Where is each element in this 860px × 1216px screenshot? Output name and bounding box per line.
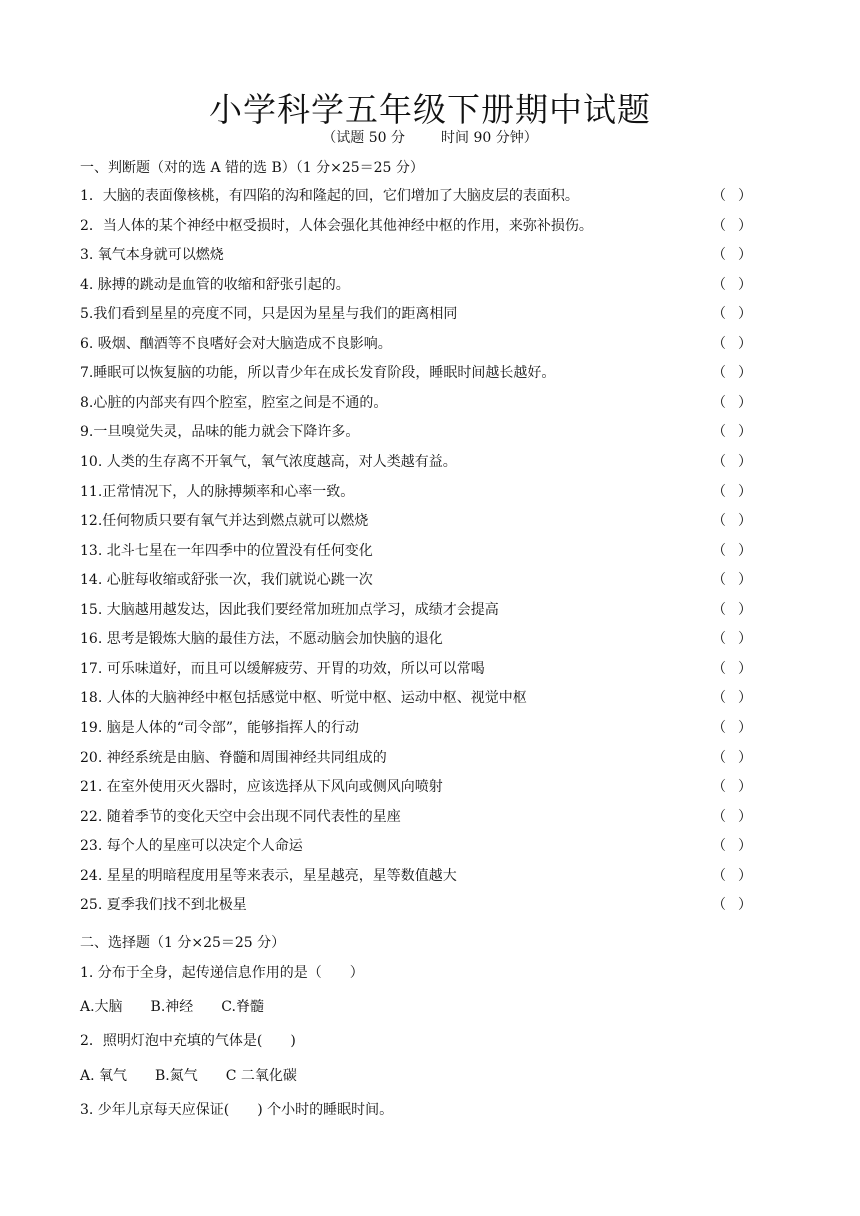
choice-question-2-options: A. 氧气 B.氮气 C 二氧化碳: [80, 1068, 297, 1084]
choice-question-3: 3. 少年儿京每天应保证( ) 个小时的睡眠时间。: [80, 1102, 394, 1118]
question-text: 4. 脉搏的跳动是血管的收缩和舒张引起的。: [80, 276, 350, 293]
answer-paren-left: （: [712, 838, 726, 855]
answer-paren-left: （: [712, 424, 726, 441]
choice-question-1-options: A.大脑 B.神经 C.脊髓: [80, 999, 264, 1015]
answer-paren-right: ）: [738, 335, 752, 352]
question-text: 18. 人体的大脑神经中枢包括感觉中枢、听觉中枢、运动中枢、视觉中枢: [80, 690, 527, 707]
section-2-heading: 二、选择题（1 分×25＝25 分）: [80, 935, 286, 951]
answer-blank[interactable]: [712, 895, 752, 915]
answer-paren-right: ）: [738, 779, 752, 795]
answer-blank[interactable]: [712, 275, 752, 295]
answer-blank[interactable]: [712, 688, 752, 708]
question-text: 3. 氧气本身就可以燃烧: [80, 247, 224, 264]
question-row: [80, 777, 752, 797]
answer-paren-left: （: [712, 631, 726, 648]
answer-blank[interactable]: [712, 186, 752, 206]
question-row: [80, 541, 752, 561]
answer-paren-left: （: [712, 601, 726, 618]
answer-paren-right: ）: [738, 572, 752, 589]
answer-paren-left: （: [712, 867, 726, 884]
answer-paren-right: ）: [738, 513, 752, 530]
question-row: [80, 452, 752, 472]
question-text: 10. 人类的生存离不开氧气，氧气浓度越高，对人类越有益。: [80, 453, 457, 470]
question-row: [80, 216, 752, 236]
answer-paren-left: （: [712, 542, 726, 559]
question-row: [80, 482, 752, 502]
question-row: [80, 836, 752, 856]
answer-blank[interactable]: [712, 216, 752, 236]
answer-blank[interactable]: [712, 422, 752, 442]
answer-blank[interactable]: [712, 541, 752, 561]
answer-paren-left: （: [712, 217, 726, 234]
question-row: [80, 866, 752, 886]
answer-paren-left: （: [712, 779, 726, 795]
answer-paren-left: （: [712, 247, 726, 264]
question-text: 1．大脑的表面像核桃，有四陷的沟和隆起的回，它们增加了大脑皮层的表面积。: [80, 188, 579, 204]
answer-paren-left: （: [712, 808, 726, 825]
question-row: [80, 570, 752, 590]
question-row: [80, 688, 752, 708]
exam-subtitle: [0, 127, 860, 147]
question-text: 22. 随着季节的变化天空中会出现不同代表性的星座: [80, 808, 401, 825]
answer-paren-right: ）: [738, 217, 752, 234]
answer-paren-right: ）: [738, 631, 752, 648]
question-row: [80, 245, 752, 265]
answer-blank[interactable]: [712, 777, 752, 797]
question-row: [80, 748, 752, 768]
answer-blank[interactable]: [712, 304, 752, 324]
answer-paren-right: ）: [738, 838, 752, 855]
question-row: [80, 659, 752, 679]
question-text: 11.正常情况下，人的脉搏频率和心率一致。: [80, 483, 355, 500]
answer-paren-right: ）: [738, 188, 752, 204]
answer-paren-left: （: [712, 690, 726, 707]
question-text: 15. 大脑越用越发达，因此我们要经常加班加点学习，成绩才会提高: [80, 601, 499, 618]
question-text: 12.任何物质只要有氧气并达到燃点就可以燃烧: [80, 513, 369, 530]
question-text: 17. 可乐味道好，而且可以缓解疲劳、开胃的功效，所以可以常喝: [80, 660, 485, 677]
answer-blank[interactable]: [712, 482, 752, 502]
question-row: [80, 363, 752, 383]
answer-blank[interactable]: [712, 866, 752, 886]
question-row: [80, 275, 752, 295]
section-1-heading: 一、判断题（对的选 A 错的选 B）（1 分×25＝25 分）: [80, 160, 424, 176]
question-text: 14. 心脏每收缩或舒张一次，我们就说心跳一次: [80, 572, 373, 589]
answer-blank[interactable]: [712, 748, 752, 768]
answer-blank[interactable]: [712, 511, 752, 531]
answer-paren-left: （: [712, 335, 726, 352]
answer-paren-right: ）: [738, 276, 752, 293]
answer-paren-left: （: [712, 572, 726, 589]
exam-title: 小学科学五年级下册期中试题: [209, 90, 651, 129]
answer-paren-left: （: [712, 483, 726, 500]
time-info: 时间 90 分钟）: [441, 130, 538, 146]
answer-paren-right: ）: [738, 867, 752, 884]
question-text: 21. 在室外使用灭火器时，应该选择从下风向或侧风向喷射: [80, 779, 443, 795]
choice-question-1: 1. 分布于全身，起传递信息作用的是（ ）: [80, 965, 364, 981]
question-row: [80, 186, 752, 206]
answer-paren-left: （: [712, 365, 726, 382]
question-row: [80, 393, 752, 413]
answer-paren-right: ）: [738, 306, 752, 323]
answer-paren-right: ）: [738, 453, 752, 470]
question-text: 23. 每个人的星座可以决定个人命运: [80, 838, 303, 855]
answer-paren-right: ）: [738, 897, 752, 914]
choice-question-2: 2．照明灯泡中充填的气体是( ): [80, 1033, 296, 1049]
question-text: 20. 神经系统是由脑、脊髓和周围神经共同组成的: [80, 749, 387, 766]
answer-paren-left: （: [712, 749, 726, 766]
answer-blank[interactable]: [712, 600, 752, 620]
answer-blank[interactable]: [712, 393, 752, 413]
answer-blank[interactable]: [712, 363, 752, 383]
question-text: 13. 北斗七星在一年四季中的位置没有任何变化: [80, 542, 373, 559]
answer-paren-left: （: [712, 660, 726, 677]
question-text: 19. 脑是人体的“司令部”，能够指挥人的行动: [80, 719, 360, 736]
answer-paren-left: （: [712, 513, 726, 530]
answer-paren-left: （: [712, 719, 726, 736]
answer-blank[interactable]: [712, 245, 752, 265]
score-info: （试题 50 分: [322, 130, 405, 146]
answer-paren-right: ）: [738, 690, 752, 707]
answer-paren-right: ）: [738, 660, 752, 677]
answer-paren-right: ）: [738, 247, 752, 264]
answer-paren-left: （: [712, 306, 726, 323]
question-text: 16. 思考是锻炼大脑的最佳方法，不愿动脑会加快脑的退化: [80, 631, 443, 648]
answer-paren-right: ）: [738, 808, 752, 825]
answer-blank[interactable]: [712, 807, 752, 827]
question-text: 7.睡眠可以恢复脑的功能，所以青少年在成长发育阶段，睡眠时间越长越好。: [80, 365, 556, 382]
answer-paren-left: （: [712, 188, 726, 204]
question-row: [80, 334, 752, 354]
answer-blank[interactable]: [712, 570, 752, 590]
answer-paren-right: ）: [738, 394, 752, 411]
question-text: 2．当人体的某个神经中枢受损时，人体会强化其他神经中枢的作用，来弥补损伤。: [80, 217, 593, 234]
question-text: 5.我们看到星星的亮度不同，只是因为星星与我们的距离相同: [80, 306, 458, 323]
answer-paren-right: ）: [738, 719, 752, 736]
question-row: [80, 718, 752, 738]
question-row: [80, 600, 752, 620]
answer-blank[interactable]: [712, 629, 752, 649]
answer-blank[interactable]: [712, 718, 752, 738]
answer-paren-right: ）: [738, 542, 752, 559]
answer-blank[interactable]: [712, 452, 752, 472]
question-text: 25. 夏季我们找不到北极星: [80, 897, 247, 914]
question-row: [80, 895, 752, 915]
question-row: [80, 511, 752, 531]
answer-blank[interactable]: [712, 334, 752, 354]
answer-paren-right: ）: [738, 365, 752, 382]
question-text: 24. 星星的明暗程度用星等来表示，星星越亮，星等数值越大: [80, 867, 457, 884]
answer-blank[interactable]: [712, 659, 752, 679]
question-row: [80, 629, 752, 649]
answer-paren-left: （: [712, 394, 726, 411]
question-text: 8.心脏的内部夹有四个腔室，腔室之间是不通的。: [80, 394, 388, 411]
answer-paren-right: ）: [738, 483, 752, 500]
question-text: 6. 吸烟、酗酒等不良嗜好会对大脑造成不良影响。: [80, 335, 392, 352]
answer-paren-left: （: [712, 453, 726, 470]
answer-paren-right: ）: [738, 424, 752, 441]
answer-blank[interactable]: [712, 836, 752, 856]
question-text: 9.一旦嗅觉失灵，品味的能力就会下降许多。: [80, 424, 360, 441]
answer-paren-left: （: [712, 276, 726, 293]
question-row: [80, 304, 752, 324]
answer-paren-right: ）: [738, 601, 752, 618]
question-row: [80, 422, 752, 442]
answer-paren-left: （: [712, 897, 726, 914]
question-row: [80, 807, 752, 827]
answer-paren-right: ）: [738, 749, 752, 766]
